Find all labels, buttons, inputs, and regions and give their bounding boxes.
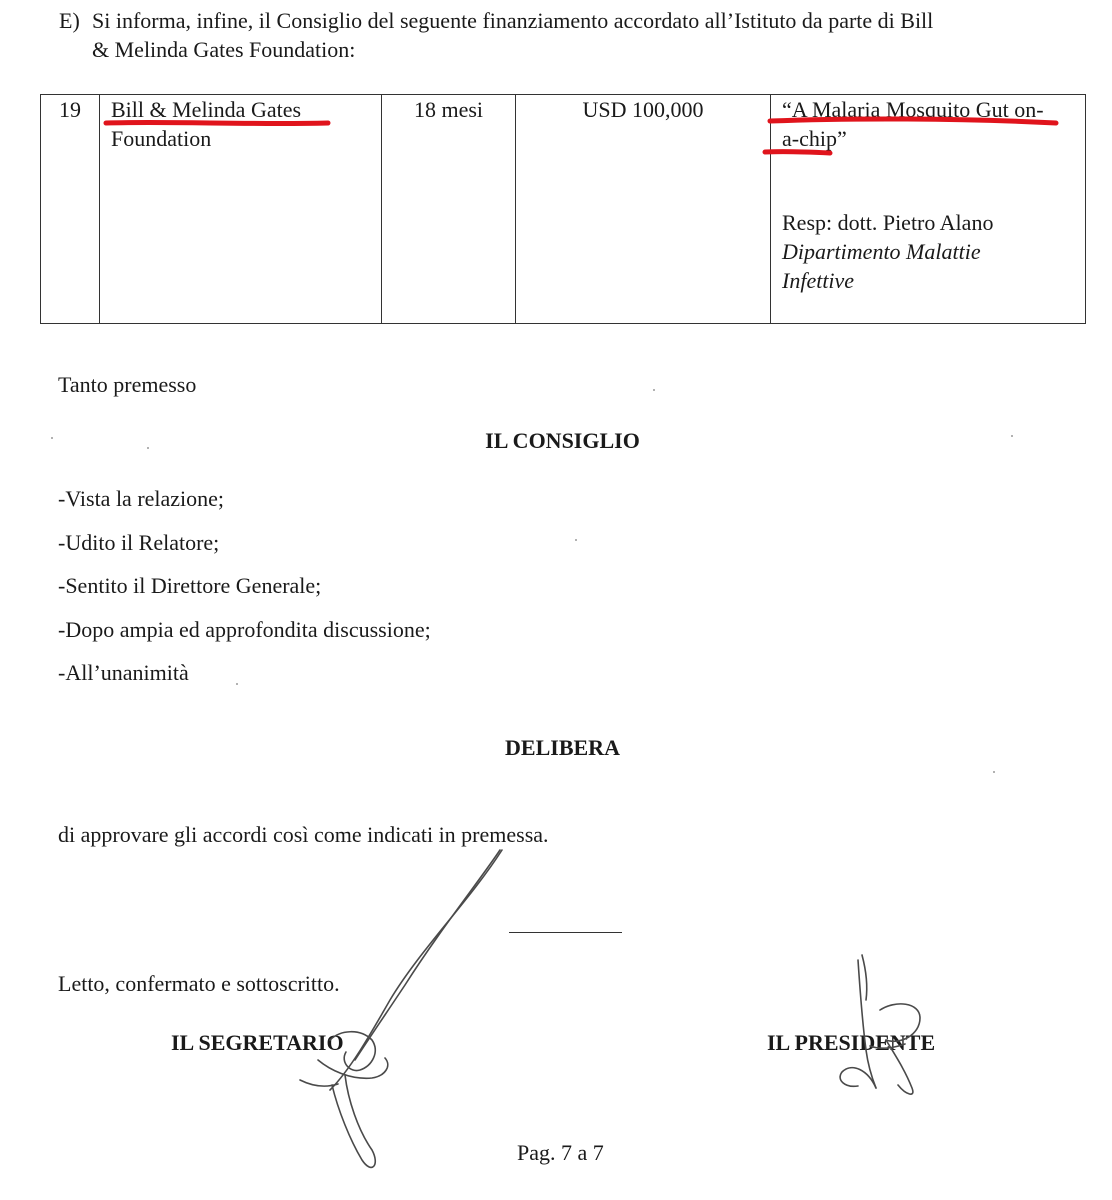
section-e-text-line1: Si informa, infine, il Consiglio del seguente finanziamento accordato all’Istituto da parte di Bill	[92, 8, 934, 33]
amount: USD 100,000	[582, 97, 704, 122]
tanto-premesso: Tanto premesso	[58, 372, 197, 397]
duration: 18 mesi	[413, 97, 484, 122]
letto-confermato: Letto, confermato e sottoscritto.	[58, 971, 340, 996]
consideration-item: -Vista la relazione;	[58, 486, 225, 511]
project-title-line2: a-chip”	[782, 126, 847, 151]
consideration-item: -Dopo ampia ed approfondita discussione;	[58, 617, 431, 642]
delibera-heading: DELIBERA	[505, 735, 620, 760]
paper-speck	[51, 437, 53, 439]
responsible-person: Resp: dott. Pietro Alano	[782, 210, 994, 235]
paper-speck	[147, 447, 149, 449]
page-number: Pag. 7 a 7	[517, 1140, 604, 1165]
paper-speck	[1011, 435, 1013, 437]
organization-line1: Bill & Melinda Gates	[111, 97, 302, 122]
paper-speck	[653, 389, 655, 391]
section-e-label: E)	[59, 8, 80, 33]
consideration-item: -Udito il Relatore;	[58, 530, 220, 555]
row-number: 19	[59, 97, 81, 122]
paper-speck	[236, 683, 238, 685]
segretario-signature	[300, 850, 502, 1167]
department-line2: Infettive	[782, 268, 855, 293]
delibera-text: di approvare gli accordi così come indicati in premessa.	[58, 822, 549, 847]
section-e-text-line2: & Melinda Gates Foundation:	[92, 37, 356, 62]
organization-line2: Foundation	[111, 126, 212, 151]
presidente-label: IL PRESIDENTE	[767, 1030, 936, 1055]
project-title-line1: “A Malaria Mosquito Gut on-	[782, 97, 1044, 122]
consideration-item: -Sentito il Direttore Generale;	[58, 573, 322, 598]
department-line1: Dipartimento Malattie	[782, 239, 981, 264]
consiglio-heading: IL CONSIGLIO	[485, 428, 640, 453]
paper-speck	[575, 539, 577, 541]
segretario-label: IL SEGRETARIO	[171, 1030, 344, 1055]
paper-speck	[993, 771, 995, 773]
consideration-item: -All’unanimità	[58, 660, 189, 685]
presidente-signature	[840, 955, 920, 1094]
